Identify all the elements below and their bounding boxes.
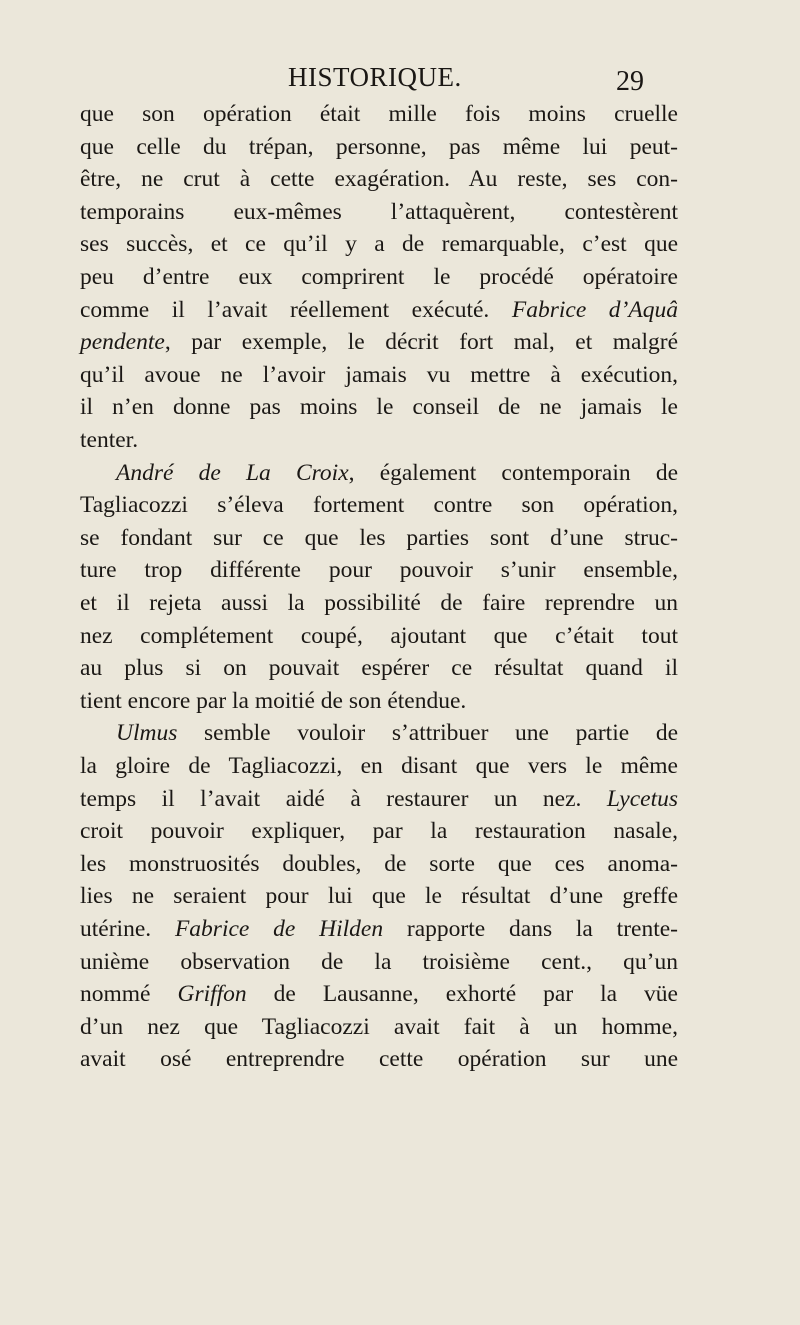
text-segment: qu’il avoue ne l’avoir jamais vu mettre à exécution, xyxy=(80,361,678,388)
page-header xyxy=(0,62,800,102)
italic-name: Griffon xyxy=(177,981,247,1008)
text-segment: la gloire de Tagliacozzi, en disant que vers le même xyxy=(80,753,678,779)
text-segment: que son opération était mille fois moins cruelle xyxy=(80,101,678,127)
text-segment: tient encore par la moitié de son étendue. xyxy=(80,687,467,714)
text-line xyxy=(80,783,678,815)
text-segment: de Lausanne, exhorté par la vüe xyxy=(246,981,678,1008)
text-segment: unième observation de la troisième cent., qu’un xyxy=(80,948,678,975)
text-segment: avait osé entreprendre cette opération sur une xyxy=(80,1046,678,1073)
text-segment: se fondant sur ce que les parties sont d’une struc- xyxy=(80,524,678,551)
text-line xyxy=(80,652,678,684)
text-segment: , par exemple, le décrit fort mal, et malgré xyxy=(164,329,678,356)
text-segment: , également contemporain de xyxy=(348,459,678,486)
text-line xyxy=(80,587,678,619)
italic-name: André de La Croix xyxy=(116,459,349,486)
text-segment: d’un nez que Tagliacozzi avait fait à un homme, xyxy=(80,1013,678,1040)
text-segment: croit pouvoir expliquer, par la restauration nasale, xyxy=(80,818,678,845)
text-segment: peu d’entre eux comprirent le procédé opératoire xyxy=(80,264,678,290)
italic-name: Ulmus xyxy=(116,720,178,747)
running-title: HISTORIQUE. xyxy=(288,62,462,92)
text-line xyxy=(80,880,678,912)
text-line xyxy=(80,424,138,456)
text-line xyxy=(80,1011,678,1043)
text-line xyxy=(80,359,678,391)
text-segment: utérine. xyxy=(80,916,175,942)
text-segment: au plus si on pouvait espérer ce résultat quand il xyxy=(80,655,678,682)
text-line xyxy=(80,815,678,847)
italic-name: Fabrice de Hilden xyxy=(174,916,384,942)
text-line xyxy=(80,228,678,260)
text-line xyxy=(80,391,678,423)
text-line xyxy=(80,750,678,782)
text-line xyxy=(80,163,678,195)
page-number: 29 xyxy=(616,66,644,97)
text-line xyxy=(80,261,678,293)
text-line xyxy=(80,913,678,945)
text-line xyxy=(80,848,678,880)
text-segment: temporains eux-mêmes l’attaquèrent, contestèrent xyxy=(80,198,678,225)
text-segment: les monstruosités doubles, de sorte que ces anoma- xyxy=(80,850,678,877)
text-segment: tenter. xyxy=(80,427,139,453)
text-segment: Tagliacozzi s’éleva fortement contre son opération, xyxy=(80,492,678,519)
text-line xyxy=(80,946,678,978)
text-line xyxy=(116,717,678,749)
text-segment: ture trop différente pour pouvoir s’unir ensemble, xyxy=(80,557,678,584)
text-segment: rapporte dans la trente- xyxy=(383,916,678,942)
text-line xyxy=(80,554,678,586)
text-segment: ses succès, et ce qu’il y a de remarquable, c’est que xyxy=(80,231,678,258)
text-segment: nommé xyxy=(80,981,178,1008)
text-segment: nez complétement coupé, ajoutant que c’était tout xyxy=(80,622,678,649)
text-line xyxy=(80,326,678,358)
text-line xyxy=(80,196,678,228)
text-segment: que celle du trépan, personne, pas même lui peut- xyxy=(80,133,678,160)
text-line xyxy=(80,978,678,1010)
text-segment: lies ne seraient pour lui que le résultat d’une greffe xyxy=(80,883,678,910)
text-line xyxy=(80,131,678,163)
text-segment: être, ne crut à cette exagération. Au reste, ses con- xyxy=(80,166,678,193)
text-line xyxy=(80,1043,678,1075)
text-line xyxy=(116,457,678,489)
text-line xyxy=(80,294,678,326)
text-segment: et il rejeta aussi la possibilité de faire reprendre un xyxy=(80,590,678,616)
text-line xyxy=(80,620,678,652)
text-segment: semble vouloir s’attribuer une partie de xyxy=(177,720,678,747)
text-line xyxy=(80,489,678,521)
italic-name: Fabrice d’Aquâ xyxy=(511,296,678,323)
text-segment: temps il l’avait aidé à restaurer un nez. xyxy=(80,785,607,812)
text-line xyxy=(80,685,466,717)
text-line xyxy=(80,98,678,130)
text-line xyxy=(80,522,678,554)
text-segment: comme il l’avait réellement exécuté. xyxy=(80,296,512,323)
italic-name: pendente xyxy=(80,329,165,356)
italic-name: Lycetus xyxy=(606,785,678,812)
text-segment: il n’en donne pas moins le conseil de ne jamais le xyxy=(80,394,678,421)
